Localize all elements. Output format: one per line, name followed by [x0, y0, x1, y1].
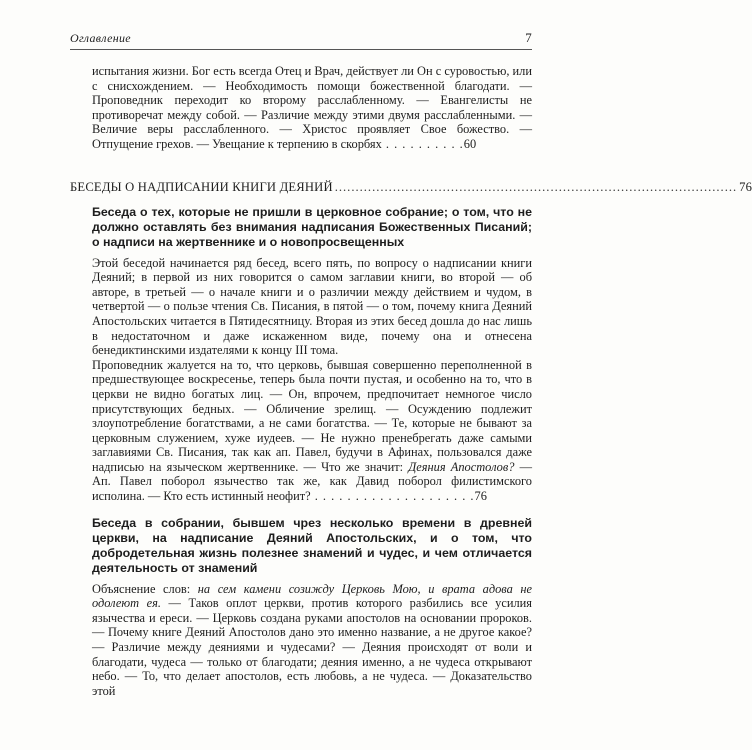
toc-page — [70, 30, 752, 698]
homily-entry-2 — [70, 516, 532, 699]
previous-entry-summary: испытания жизни. Бог есть всегда Отец и Врач, действует ли Он с суровостью, или с снисхождением. — Необходимость помощи божественной благодати. — Проповедник переходит ко второму расслабленному. — Евангелисты не противоречат между собой. — Различие между этими двумя расслабленными. — Величие веры расслабленного. — Христос проявляет Свое божество. — Отпущение грехов. — Увещание к терпению в скорбях . . . . . . . . . .60 — [92, 64, 532, 151]
homily-1-para-2: Проповедник жалуется на то, что церковь, бывшая совершенно переполненной в предшествующее воскресенье, теперь была почти пустая, и особенно на то, что в церкви не видно богатых лиц. — Он, впрочем, предпочитает немногое число присутствующих бедных. — Обличение зрелищ. — Осуждению подлежит злоупотребление богатствами, а не сами богатства. — Те, которые не бывают за церковным служением, хуже иудеев. — Не нужно пренебрегать даже самыми заглавиями Св. Писания, так как ап. Павел, будучи в Афинах, пользовался даже надписью на языческом жертвеннике. — Что же значит: Деяния Апостолов? — Ап. Павел поборол язычество так же, как Давид поборол филистимского исполина. — Кто есть истинный неофит? . . . . . . . . . . . . . . . . . . . .76 — [92, 357, 532, 504]
previous-entry-text: испытания жизни. Бог есть всегда Отец и Врач, действует ли Он с суровостью, или с снисхождением. — Необходимость помощи божественной благодати. — Проповедник переходит ко второму расслабленному. — Евангелисты не противоречат между собой. — Различие между этими двумя расслабленными. — Величие веры расслабленного. — Христос проявляет Свое божество. — Отпущение грехов. — Увещание к терпению в скорбях — [92, 64, 532, 151]
page-number: 7 — [525, 30, 532, 45]
running-head-title: Оглавление — [70, 31, 131, 45]
homily-1-title[interactable]: Беседа о тех, которые не пришли в церковное собрание; о том, что не должно оставлять без внимания надписания Божественных Писаний; о надписи на жертвеннике и о новопросвещенных — [92, 204, 532, 249]
running-head — [70, 30, 532, 50]
homily-1-quote: Деяния Апостолов? — [408, 459, 515, 474]
homily-1-para-2-text: Проповедник жалуется на то, что церковь, бывшая совершенно переполненной в предшествующее воскресенье, теперь была почти пустая, и особенно на то, что в церкви не видно богатых лиц. — Он, впрочем, предпочитает немногое число присутствующих бедных. — Обличение зрелищ. — Осуждению подлежит злоупотребление богатствами, а не сами богатства. — Те, которые не бывают за церковным служением, хуже иудеев. — Не нужно пренебрегать даже самыми заглавиями Св. Писания, так как ап. Павел, будучи в Афинах, пользовался даже надписью на языческом жертвеннике. — Что же значит: — [92, 357, 532, 474]
homily-1-page-ref: 76 — [474, 489, 487, 504]
homily-2-quote: на сем камени созижду Церковь Мою, и врата адова не одолеют ея. — [92, 581, 532, 611]
previous-entry-page-ref: 60 — [463, 136, 477, 151]
homily-1-para-2-end: — Ап. Павел поборол язычество так же, как Давид поборол филистимского исполина. — Кто есть истинный неофит? — [92, 459, 532, 504]
section-heading[interactable] — [70, 179, 752, 195]
homily-2-text-start: Объяснение слов: — [92, 581, 198, 596]
dot-leader: ................................................................................................. — [334, 179, 738, 194]
homily-2-para-1 — [92, 582, 532, 699]
homily-1-summary — [92, 256, 532, 504]
homily-2-title[interactable]: Беседа в собрании, бывшем чрез несколько времени в древней церкви, на надписание Деяний Апостольских, и о том, что добродетельная жизнь полезнее знамений и чудес, и чем отличается деятельность от знамений — [92, 515, 532, 575]
homily-entry-1 — [70, 205, 532, 504]
homily-2-text-end: — Таков оплот церкви, против которого разбились все усилия язычества и ереси. — Церковь создана руками апостолов на основании пророков. — Почему книге Деяний Апостолов дано это именно название, а не другое какое? — Различие между деяниями и чудесами? — Деяния происходят от воли и благодати, чудеса — только от благодати; деяния именно, а не чудеса открывают небо. — То, что делает апостолов, есть любовь, а не чудеса. — Доказательство этой — [92, 596, 532, 698]
section-title: БЕСЕДЫ О НАДПИСАНИИ КНИГИ ДЕЯНИЙ — [70, 179, 333, 194]
section-page-ref: 76 — [739, 179, 752, 194]
homily-1-para-1: Этой беседой начинается ряд бесед, всего пять, по вопросу о надписании книги Деяний; в первой из них говорится о самом заглавии книги, во второй — об авторе, в третьей — о начале книги и о различии между действием и чудом, в четвертой — о пользе чтения Св. Писания, в пятой — о том, почему книга Деяний Апостольских читается в Пятидесятницу. Вторая из этих бесед дошла до нас лишь в недостаточном и даже искаженном виде, почему она и отнесена бенедиктинскими издателями к концу III тома. — [92, 255, 532, 358]
homily-2-summary — [92, 582, 532, 699]
